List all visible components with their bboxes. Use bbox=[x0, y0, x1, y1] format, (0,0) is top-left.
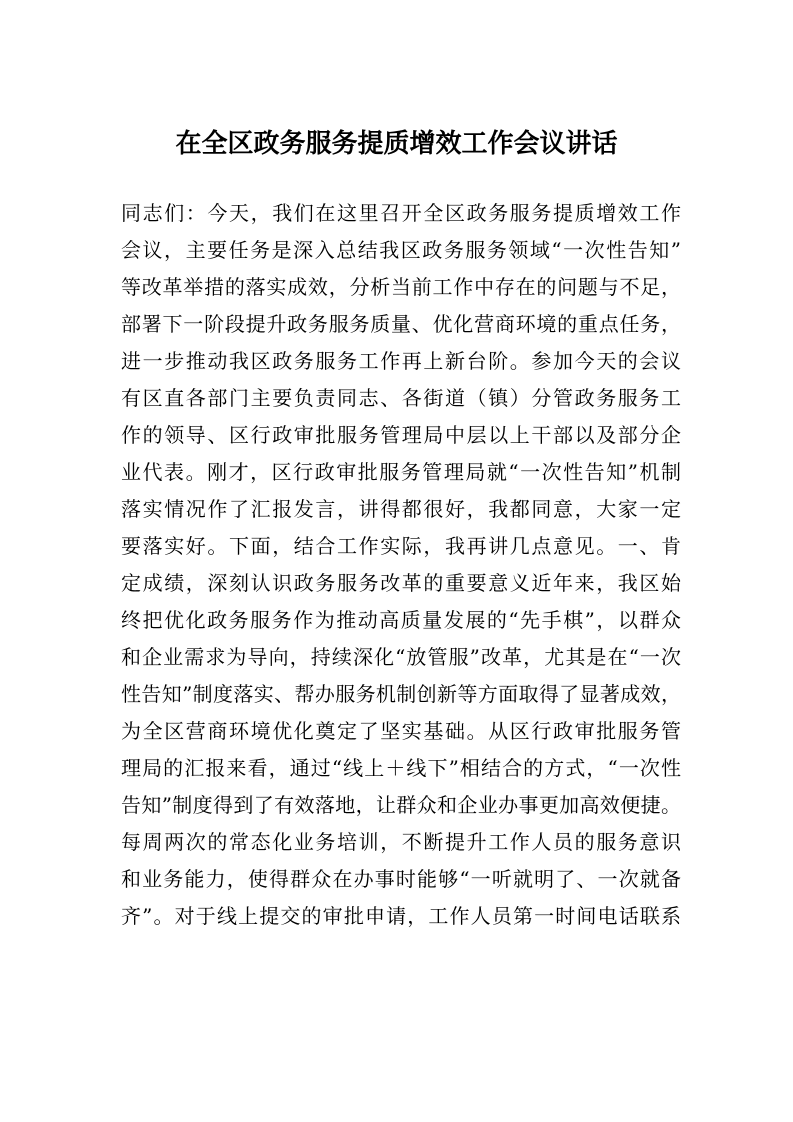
body-line: 每周两次的常态化业务培训，不断提升工作人员的服务意识 bbox=[121, 830, 681, 854]
body-line: 业代表。刚才，区行政审批服务管理局就“一次性告知”机制 bbox=[121, 460, 681, 484]
body-line: 要落实好。下面，结合工作实际，我再讲几点意见。一、肯 bbox=[121, 534, 681, 558]
body-line: 和企业需求为导向，持续深化“放管服”改革，尤其是在“一次 bbox=[121, 645, 681, 669]
body-line: 作的领导、区行政审批服务管理局中层以上干部以及部分企 bbox=[121, 423, 681, 447]
body-line: 落实情况作了汇报发言，讲得都很好，我都同意，大家一定 bbox=[121, 497, 681, 521]
body-line: 进一步推动我区政务服务工作再上新台阶。参加今天的会议 bbox=[121, 349, 681, 373]
document-body bbox=[121, 195, 681, 935]
body-line: 终把优化政务服务作为推动高质量发展的“先手棋”，以群众 bbox=[121, 608, 681, 632]
body-line: 告知”制度得到了有效落地，让群众和企业办事更加高效便捷。 bbox=[121, 793, 681, 817]
body-line: 理局的汇报来看，通过“线上＋线下”相结合的方式，“一次性 bbox=[121, 756, 681, 780]
body-line: 齐”。对于线上提交的审批申请，工作人员第一时间电话联系 bbox=[121, 904, 681, 928]
body-line: 等改革举措的落实成效，分析当前工作中存在的问题与不足， bbox=[121, 275, 681, 299]
body-line: 定成绩，深刻认识政务服务改革的重要意义近年来，我区始 bbox=[121, 571, 681, 595]
document-title: 在全区政务服务提质增效工作会议讲话 bbox=[175, 129, 618, 159]
body-line: 同志们：今天，我们在这里召开全区政务服务提质增效工作 bbox=[121, 201, 681, 225]
body-line: 和业务能力，使得群众在办事时能够“一听就明了、一次就备 bbox=[121, 867, 681, 891]
body-line: 性告知”制度落实、帮办服务机制创新等方面取得了显著成效， bbox=[121, 682, 681, 706]
body-line: 有区直各部门主要负责同志、各街道（镇）分管政务服务工 bbox=[121, 386, 681, 410]
body-line: 会议，主要任务是深入总结我区政务服务领域“一次性告知” bbox=[121, 238, 681, 262]
body-line: 为全区营商环境优化奠定了坚实基础。从区行政审批服务管 bbox=[121, 719, 681, 743]
body-line: 部署下一阶段提升政务服务质量、优化营商环境的重点任务， bbox=[121, 312, 681, 336]
